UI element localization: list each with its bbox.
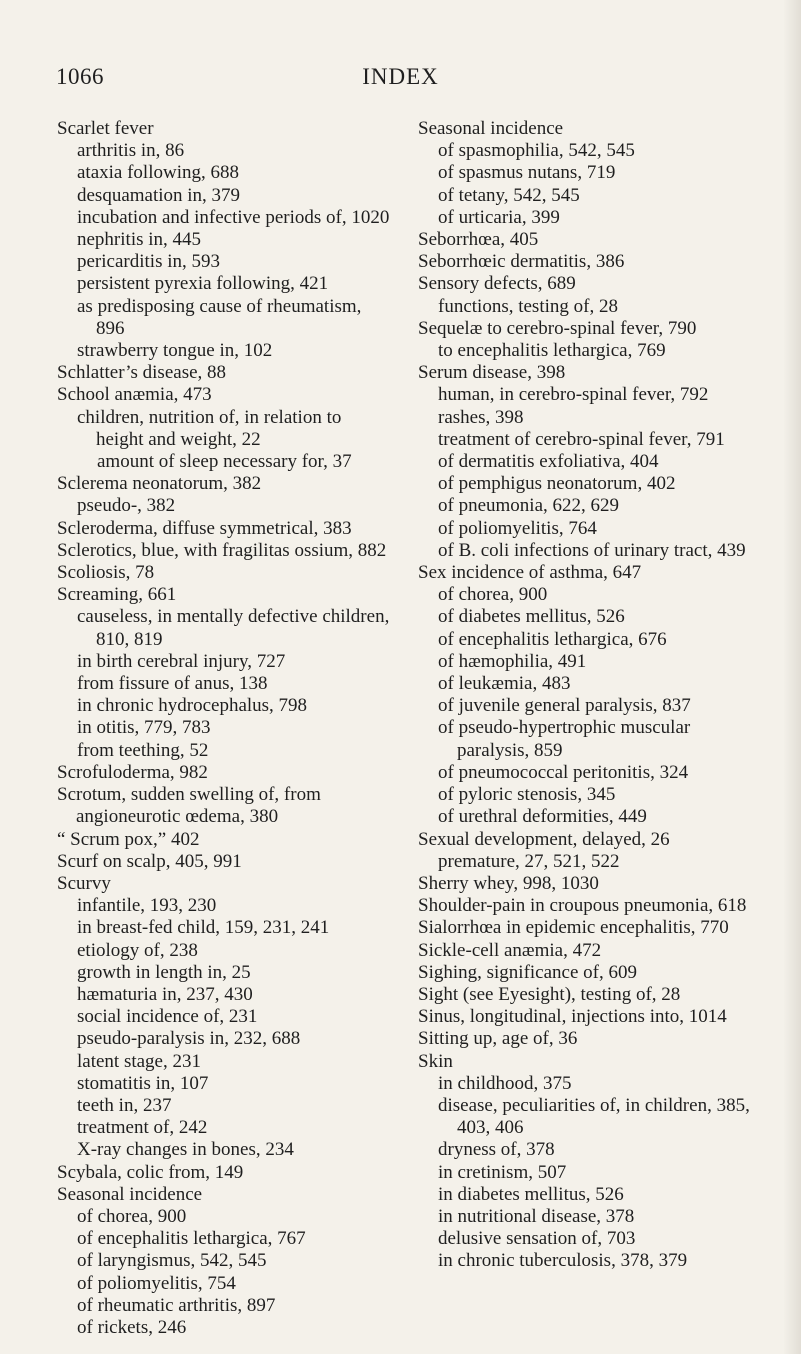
index-subentry: infantile, 193, 230 <box>77 895 217 917</box>
index-subentry: in childhood, 375 <box>438 1072 572 1094</box>
index-heading: Sialorrhœa in epidemic encephalitis, 770 <box>418 917 729 939</box>
index-subentry: from fissure of anus, 138 <box>77 673 268 695</box>
index-heading: Seasonal incidence <box>418 118 564 139</box>
index-subentry: of chorea, 900 <box>438 584 548 606</box>
index-subentry: of pyloric stenosis, 345 <box>438 784 616 806</box>
index-subentry: amount of sleep necessary for, 37 <box>97 451 352 473</box>
index-heading: Scoliosis, 78 <box>57 562 155 584</box>
index-heading: Sex incidence of asthma, 647 <box>418 562 642 584</box>
index-subentry: of spasmus nutans, 719 <box>438 162 616 184</box>
index-subentry: desquamation in, 379 <box>77 184 241 206</box>
index-heading: Scrotum, sudden swelling of, from angioneurotic œdema, 380 <box>57 784 321 828</box>
index-subentry: in chronic tuberculosis, 378, 379 <box>438 1250 688 1272</box>
index-heading: Scleroderma, diffuse symmetrical, 383 <box>57 517 352 539</box>
index-subentry: children, nutrition of, in relation to height and weight, 22 <box>77 406 342 450</box>
index-subentry: treatment of, 242 <box>77 1117 208 1139</box>
index-heading: “ Scrum pox,” 402 <box>57 828 200 850</box>
index-heading: Seborrhœic dermatitis, 386 <box>418 251 625 273</box>
index-heading: Scurf on scalp, 405, 991 <box>57 850 242 872</box>
page-header <box>0 64 801 94</box>
index-subentry: hæmaturia in, 237, 430 <box>77 983 253 1005</box>
index-subentry: of chorea, 900 <box>77 1205 187 1227</box>
index-subentry: in chronic hydrocephalus, 798 <box>77 695 308 717</box>
index-heading: Sickle-cell anæmia, 472 <box>418 939 602 961</box>
index-subentry: of rheumatic arthritis, 897 <box>77 1294 276 1316</box>
index-subentry: of poliomyelitis, 754 <box>77 1272 236 1294</box>
index-subentry: of encephalitis lethargica, 767 <box>77 1228 306 1250</box>
index-subentry: pseudo-paralysis in, 232, 688 <box>77 1028 301 1050</box>
index-subentry: of pneumonia, 622, 629 <box>438 495 620 517</box>
index-subentry: in cretinism, 507 <box>438 1161 567 1183</box>
index-heading: Scurvy <box>57 872 111 894</box>
index-subentry: pseudo-, 382 <box>77 495 176 517</box>
index-subentry: stomatitis in, 107 <box>77 1072 209 1094</box>
index-subentry: treatment of cerebro-spinal fever, 791 <box>438 428 725 450</box>
index-subentry: functions, testing of, 28 <box>438 295 618 317</box>
index-subentry: of pseudo-hypertrophic muscular paralysis, 859 <box>438 717 691 761</box>
index-subentry: incubation and infective periods of, 1020 <box>77 206 390 228</box>
page-edge-shadow <box>783 0 801 1354</box>
index-subentry: of hæmophilia, 491 <box>438 650 587 672</box>
index-heading: Skin <box>418 1050 453 1072</box>
index-heading: School anæmia, 473 <box>57 384 212 406</box>
index-subentry: delusive sensation of, 703 <box>438 1228 636 1250</box>
index-heading: Sight (see Eyesight), testing of, 28 <box>418 983 681 1005</box>
index-subentry: of juvenile general paralysis, 837 <box>438 695 691 717</box>
index-heading: Sequelæ to cerebro-spinal fever, 790 <box>418 317 697 339</box>
index-subentry: etiology of, 238 <box>77 939 198 961</box>
index-subentry: in diabetes mellitus, 526 <box>438 1183 624 1205</box>
index-subentry: in breast-fed child, 159, 231, 241 <box>77 917 330 939</box>
index-subentry: growth in length in, 25 <box>77 961 251 983</box>
index-heading: Scybala, colic from, 149 <box>57 1161 244 1183</box>
index-subentry: of poliomyelitis, 764 <box>438 517 597 539</box>
index-column-right <box>418 118 760 1273</box>
index-subentry: of tetany, 542, 545 <box>438 184 580 206</box>
index-subentry: from teething, 52 <box>77 739 209 761</box>
index-subentry: of B. coli infections of urinary tract, 439 <box>438 539 746 561</box>
index-heading: Scrofuloderma, 982 <box>57 761 208 783</box>
running-head: INDEX <box>362 64 439 89</box>
index-subentry: social incidence of, 231 <box>77 1006 258 1028</box>
index-subentry: premature, 27, 521, 522 <box>438 850 620 872</box>
index-subentry: nephritis in, 445 <box>77 229 202 251</box>
index-heading: Sensory defects, 689 <box>418 273 576 295</box>
index-subentry: rashes, 398 <box>438 406 524 428</box>
index-subentry: of pemphigus neonatorum, 402 <box>438 473 676 495</box>
index-subentry: X-ray changes in bones, 234 <box>77 1139 294 1161</box>
index-heading: Schlatter’s disease, 88 <box>57 362 227 384</box>
index-subentry: of rickets, 246 <box>77 1316 187 1338</box>
index-subentry: of dermatitis exfoliativa, 404 <box>438 451 659 473</box>
index-subentry: persistent pyrexia following, 421 <box>77 273 329 295</box>
index-subentry: in otitis, 779, 783 <box>77 717 211 739</box>
index-subentry: to encephalitis lethargica, 769 <box>438 340 666 362</box>
index-subentry: of laryngismus, 542, 545 <box>77 1250 267 1272</box>
index-subentry: of spasmophilia, 542, 545 <box>438 140 635 162</box>
index-subentry: disease, peculiarities of, in children, 385, 403, 406 <box>438 1094 750 1139</box>
index-subentry: arthritis in, 86 <box>77 140 185 162</box>
index-heading: Sexual development, delayed, 26 <box>418 828 670 850</box>
index-heading: Serum disease, 398 <box>418 362 566 384</box>
index-heading: Sclerema neonatorum, 382 <box>57 473 262 495</box>
index-subentry: human, in cerebro-spinal fever, 792 <box>438 384 709 406</box>
page-number: 1066 <box>56 64 104 89</box>
index-subentry: in birth cerebral injury, 727 <box>77 650 286 672</box>
index-heading: Sitting up, age of, 36 <box>418 1028 578 1050</box>
index-subentry: latent stage, 231 <box>77 1050 201 1072</box>
index-subentry: of urticaria, 399 <box>438 206 560 228</box>
index-heading: Sinus, longitudinal, injections into, 1014 <box>418 1006 727 1028</box>
index-subentry: pericarditis in, 593 <box>77 251 220 273</box>
index-subentry: of encephalitis lethargica, 676 <box>438 628 667 650</box>
index-heading: Sighing, significance of, 609 <box>418 961 637 983</box>
index-subentry: of urethral deformities, 449 <box>438 806 647 828</box>
index-subentry: as predisposing cause of rheumatism, 896 <box>77 295 362 339</box>
index-subentry: teeth in, 237 <box>77 1094 172 1116</box>
index-heading: Seborrhœa, 405 <box>418 229 539 251</box>
index-subentry: ataxia following, 688 <box>77 162 239 184</box>
index-column-left <box>57 118 393 1339</box>
index-subentry: strawberry tongue in, 102 <box>77 340 273 362</box>
index-subentry: of leukæmia, 483 <box>438 673 571 695</box>
index-subentry: of pneumococcal peritonitis, 324 <box>438 761 689 783</box>
index-heading: Seasonal incidence <box>57 1183 203 1205</box>
index-heading: Screaming, 661 <box>57 584 177 606</box>
index-heading: Sherry whey, 998, 1030 <box>418 872 599 894</box>
index-subentry: causeless, in mentally defective children, 810, 819 <box>77 606 390 650</box>
index-heading: Scarlet fever <box>57 118 154 139</box>
index-heading: Sclerotics, blue, with fragilitas ossium, 882 <box>57 539 387 561</box>
index-subentry: of diabetes mellitus, 526 <box>438 606 625 628</box>
index-heading: Shoulder-pain in croupous pneumonia, 618 <box>418 895 747 917</box>
index-subentry: in nutritional disease, 378 <box>438 1205 635 1227</box>
index-subentry: dryness of, 378 <box>438 1139 555 1161</box>
